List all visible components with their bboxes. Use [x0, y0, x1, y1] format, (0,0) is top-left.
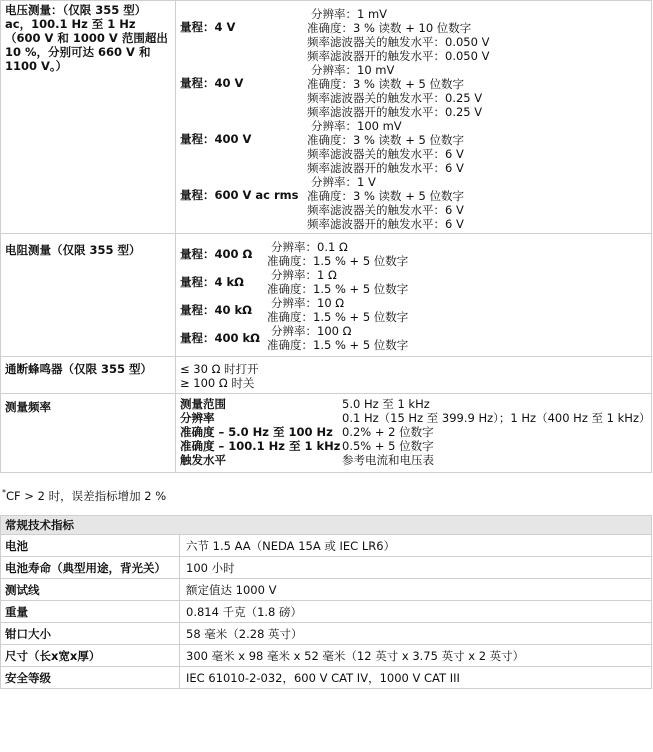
voltage-detail-line: 频率滤波器关的触发水平：0.25 V: [307, 91, 483, 105]
spec-value: IEC 61010-2-032，600 V CAT IV，1000 V CAT III: [180, 666, 652, 688]
spec-value: 0.814 千克（1.8 磅）: [180, 600, 652, 622]
frequency-item-row: [180, 425, 647, 439]
footnote-mark: *: [2, 488, 6, 497]
resistance-detail-line: 准确度：1.5 % + 5 位数字: [267, 254, 409, 268]
spec-value: 100 小时: [180, 556, 652, 578]
resistance-ranges: [176, 234, 652, 357]
resistance-row: [1, 234, 652, 357]
resistance-range-label: 量程：400 kΩ: [180, 331, 260, 345]
voltage-detail-line: 频率滤波器关的触发水平：0.050 V: [307, 35, 490, 49]
voltage-row: [1, 1, 652, 234]
spec-row: [1, 666, 652, 688]
resistance-range-row: [180, 240, 647, 268]
voltage-range-details: [307, 63, 647, 119]
spec-label: 测试线: [1, 578, 180, 600]
voltage-range-row: [180, 63, 647, 119]
voltage-range-label: 量程：400 V: [180, 132, 252, 146]
resistance-range-label: 量程：40 kΩ: [180, 303, 252, 317]
spec-value: 58 毫米（2.28 英寸）: [180, 622, 652, 644]
spec-row: [1, 622, 652, 644]
frequency-item-value: 0.2% + 2 位数字: [342, 425, 434, 439]
voltage-range-row: [180, 175, 647, 231]
frequency-item-row: [180, 439, 647, 453]
frequency-item-value: 参考电流和电压表: [342, 453, 434, 467]
spec-row: [1, 534, 652, 556]
spec-row: [1, 644, 652, 666]
resistance-detail-line: 分辨率：10 Ω: [271, 296, 345, 310]
spec-row: [1, 578, 652, 600]
frequency-item-row: [180, 397, 647, 411]
frequency-label: 测量频率: [1, 394, 176, 473]
voltage-detail-line: 频率滤波器关的触发水平：6 V: [307, 147, 464, 161]
resistance-range-row: [180, 324, 647, 352]
resistance-detail-line: 分辨率：1 Ω: [271, 268, 337, 282]
spec-value: 额定值达 1000 V: [180, 578, 652, 600]
frequency-item-key: 测量范围: [180, 397, 226, 411]
resistance-range-details: [267, 296, 647, 324]
buzzer-row: [1, 357, 652, 394]
spec-label: 重量: [1, 600, 180, 622]
voltage-detail-line: 准确度：3 % 读数 + 5 位数字: [307, 189, 464, 203]
spec-value: 300 毫米 x 98 毫米 x 52 毫米（12 英寸 x 3.75 英寸 x 2 英寸）: [180, 644, 652, 666]
resistance-detail-line: 准确度：1.5 % + 5 位数字: [267, 310, 409, 324]
buzzer-values: [176, 357, 652, 394]
buzzer-on: ≤ 30 Ω 时打开: [180, 362, 259, 376]
frequency-item-row: [180, 453, 647, 467]
frequency-item-value: 0.5% + 5 位数字: [342, 439, 434, 453]
spec-value: 六节 1.5 AA（NEDA 15A 或 IEC LR6）: [180, 534, 652, 556]
voltage-detail-line: 分辨率：10 mV: [311, 63, 395, 77]
voltage-ranges: [176, 1, 652, 234]
resistance-range-details: [267, 268, 647, 296]
frequency-item-value: 0.1 Hz（15 Hz 至 399.9 Hz）；1 Hz（400 Hz 至 1 kHz）: [342, 411, 651, 425]
frequency-values: [176, 394, 652, 473]
voltage-range-details: [307, 175, 647, 231]
frequency-item-value: 5.0 Hz 至 1 kHz: [342, 397, 430, 411]
frequency-item-key: 准确度 – 5.0 Hz 至 100 Hz: [180, 425, 333, 439]
resistance-detail-line: 分辨率：0.1 Ω: [271, 240, 348, 254]
voltage-range-row: [180, 7, 647, 63]
voltage-detail-line: 准确度：3 % 读数 + 5 位数字: [307, 77, 464, 91]
resistance-range-label: 量程：4 kΩ: [180, 275, 244, 289]
footnote: [0, 473, 653, 515]
voltage-range-details: [307, 119, 647, 175]
resistance-range-details: [267, 240, 647, 268]
resistance-range-row: [180, 268, 647, 296]
frequency-item-key: 准确度 – 100.1 Hz 至 1 kHz: [180, 439, 341, 453]
resistance-detail-line: 分辨率：100 Ω: [271, 324, 352, 338]
voltage-range-row: [180, 119, 647, 175]
general-spec-table: [0, 515, 652, 689]
frequency-row: [1, 394, 652, 473]
buzzer-off: ≥ 100 Ω 时关: [180, 376, 255, 390]
voltage-range-label: 量程：4 V: [180, 20, 236, 34]
voltage-detail-line: 分辨率：1 V: [311, 175, 376, 189]
resistance-detail-line: 准确度：1.5 % + 5 位数字: [267, 338, 409, 352]
voltage-detail-line: 频率滤波器开的触发水平：6 V: [307, 161, 464, 175]
frequency-item-row: [180, 411, 647, 425]
footnote-text: CF > 2 时，误差指标增加 2 %: [6, 488, 167, 503]
resistance-range-label: 量程：400 Ω: [180, 247, 253, 261]
spec-label: 电池寿命（典型用途，背光关）: [1, 556, 180, 578]
spec-row: [1, 600, 652, 622]
spec-label: 钳口大小: [1, 622, 180, 644]
resistance-range-details: [267, 324, 647, 352]
frequency-item-key: 分辨率: [180, 411, 215, 425]
buzzer-label: 通断蜂鸣器（仅限 355 型）: [1, 357, 176, 394]
general-spec-header: 常规技术指标: [1, 515, 652, 534]
resistance-range-row: [180, 296, 647, 324]
voltage-detail-line: 分辨率：100 mV: [311, 119, 402, 133]
spec-label: 尺寸（长x宽x厚）: [1, 644, 180, 666]
resistance-detail-line: 准确度：1.5 % + 5 位数字: [267, 282, 409, 296]
voltage-detail-line: 频率滤波器开的触发水平：0.050 V: [307, 49, 490, 63]
spec-row: [1, 556, 652, 578]
voltage-detail-line: 频率滤波器开的触发水平：6 V: [307, 217, 464, 231]
voltage-detail-line: 准确度：3 % 读数 + 5 位数字: [307, 133, 464, 147]
spec-label: 安全等级: [1, 666, 180, 688]
voltage-range-label: 量程：600 V ac rms: [180, 188, 299, 202]
spec-label: 电池: [1, 534, 180, 556]
voltage-range-details: [307, 7, 647, 63]
voltage-detail-line: 分辨率：1 mV: [311, 7, 388, 21]
voltage-label: 电压测量：（仅限 355 型）ac，100.1 Hz 至 1 Hz（600 V 和 1000 V 范围超出 10 %，分别可达 660 V 和 1100 V。）: [1, 1, 176, 234]
voltage-detail-line: 频率滤波器开的触发水平：0.25 V: [307, 105, 483, 119]
frequency-item-key: 触发水平: [180, 453, 226, 467]
voltage-detail-line: 频率滤波器关的触发水平：6 V: [307, 203, 464, 217]
resistance-label: 电阻测量（仅限 355 型）: [1, 234, 176, 357]
voltage-detail-line: 准确度：3 % 读数 + 10 位数字: [307, 21, 472, 35]
voltage-range-label: 量程：40 V: [180, 76, 244, 90]
